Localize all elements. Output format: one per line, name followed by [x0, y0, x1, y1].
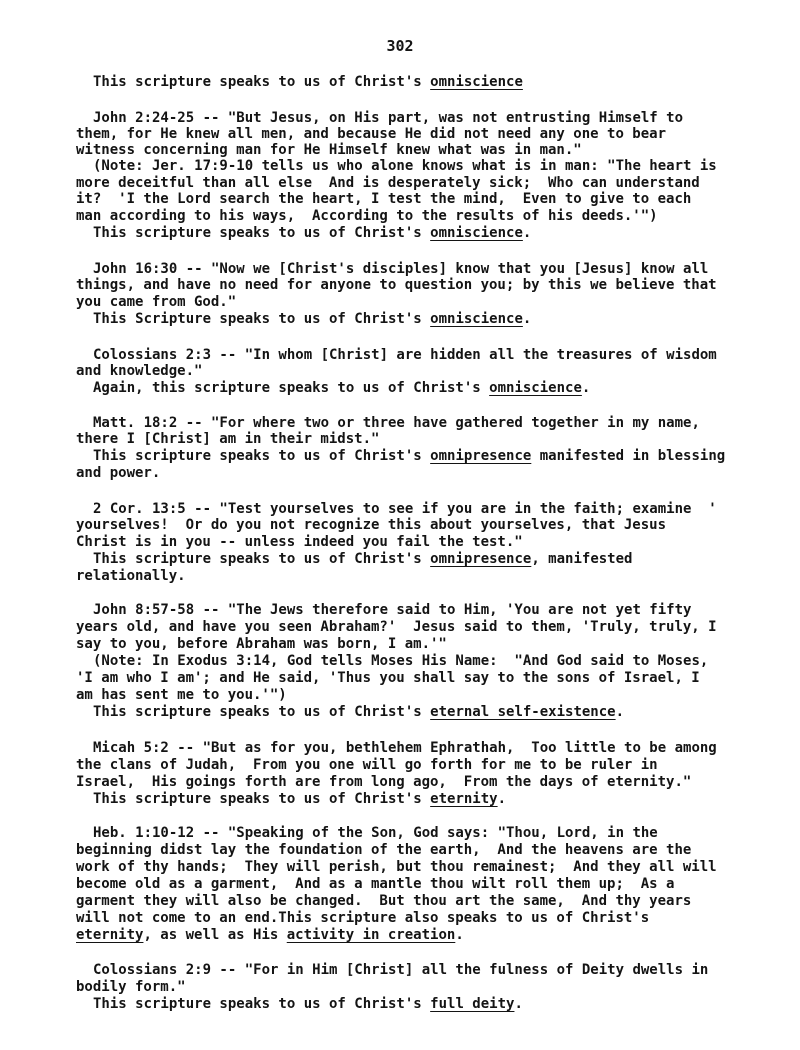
text-line [93, 653, 708, 670]
text-line [76, 927, 464, 944]
text-span: Colossians 2:3 -- "In whom [Christ] are hidden all the treasures of wisdom [93, 347, 717, 363]
underlined-term: eternity [430, 791, 498, 807]
text-span: yourselves! Or do you not recognize this about yourselves, that Jesus [76, 517, 667, 533]
text-line [76, 363, 202, 380]
text-line [93, 158, 717, 175]
text-line [93, 740, 717, 757]
text-line [76, 910, 649, 927]
text-line [76, 842, 691, 859]
text-span: This scripture speaks to us of Christ's [93, 448, 431, 464]
text-span: Heb. 1:10-12 -- "Speaking of the Son, God says: "Thou, Lord, in the [93, 825, 658, 841]
text-line [76, 859, 717, 876]
text-line [76, 774, 691, 791]
text-span: them, for He knew all men, and because He did not need any one to bear [76, 126, 667, 142]
text-span: am has sent me to you.'") [76, 687, 287, 703]
text-line [76, 619, 717, 636]
text-span: more deceitful than all else And is desperately sick; Who can understand [76, 175, 700, 191]
text-span: there I [Christ] am in their midst." [76, 431, 380, 447]
text-span: This scripture speaks to us of Christ's [93, 996, 431, 1012]
text-line [93, 704, 624, 721]
text-span: 2 Cor. 13:5 -- "Test yourselves to see if you are in the faith; examine ' [93, 501, 717, 517]
underlined-term: omniscience [489, 380, 582, 396]
text-span: 'I am who I am'; and He said, 'Thus you shall say to the sons of Israel, I [76, 670, 700, 686]
text-span: John 8:57-58 -- "The Jews therefore said to Him, 'You are not yet fifty [93, 602, 692, 618]
text-line [93, 347, 717, 364]
text-span: John 2:24-25 -- "But Jesus, on His part, was not entrusting Himself to [93, 110, 684, 126]
text-span: the clans of Judah, From you one will go forth for me to be ruler in [76, 757, 658, 773]
text-span: say to you, before Abraham was born, I am.'" [76, 636, 447, 652]
underlined-term: omnipresence [430, 448, 532, 464]
underlined-term: activity in creation [286, 927, 456, 943]
text-line [93, 602, 691, 619]
text-span: . [522, 311, 532, 327]
text-span: This scripture speaks to us of Christ's [93, 74, 431, 90]
text-line [76, 294, 236, 311]
text-line [93, 996, 523, 1013]
text-line [76, 277, 717, 294]
underlined-term: omnipresence [430, 551, 532, 567]
text-span: This scripture speaks to us of Christ's [93, 791, 431, 807]
text-span: beginning didst lay the foundation of the earth, And the heavens are the [76, 842, 692, 858]
text-line [76, 208, 658, 225]
text-span: This scripture speaks to us of Christ's [93, 704, 431, 720]
text-span: Christ is in you -- unless indeed you fail the test." [76, 534, 523, 550]
page-number: 302 [386, 37, 414, 55]
text-line [93, 110, 683, 127]
underlined-term: omniscience [430, 311, 523, 327]
text-span: , as well as His [143, 927, 287, 943]
text-span: , manifested [531, 551, 633, 567]
text-line [93, 261, 708, 278]
text-span: it? 'I the Lord search the heart, I test the mind, Even to give to each [76, 191, 692, 207]
text-line [76, 876, 674, 893]
text-line [76, 142, 582, 159]
text-line [76, 636, 447, 653]
underlined-term: omniscience [430, 225, 523, 241]
text-line [76, 757, 658, 774]
text-line [93, 501, 717, 518]
text-line [76, 175, 700, 192]
text-span: Micah 5:2 -- "But as for you, bethlehem Ephrathah, Too little to be among [93, 740, 717, 756]
text-line [93, 962, 708, 979]
text-line [76, 670, 700, 687]
text-span: and knowledge." [76, 363, 203, 379]
text-span: years old, and have you seen Abraham?' Jesus said to them, 'Truly, truly, I [76, 619, 717, 635]
text-span: Colossians 2:9 -- "For in Him [Christ] all the fulness of Deity dwells in [93, 962, 709, 978]
text-span: relationally. [76, 568, 186, 584]
text-span: (Note: Jer. 17:9-10 tells us who alone knows what is in man: "The heart is [93, 158, 717, 174]
text-span: . [615, 704, 625, 720]
text-span: This Scripture speaks to us of Christ's [93, 311, 431, 327]
text-line [76, 568, 186, 585]
text-span: bodily form." [76, 979, 186, 995]
text-span: Israel, His goings forth are from long ago, From the days of eternity." [76, 774, 692, 790]
text-span: Again, this scripture speaks to us of Christ's [93, 380, 490, 396]
text-span: will not come to an end.This scripture also speaks to us of Christ's [76, 910, 650, 926]
text-line [76, 534, 523, 551]
text-line [93, 380, 590, 397]
text-span: witness concerning man for He Himself knew what was in man." [76, 142, 582, 158]
text-line [76, 126, 666, 143]
underlined-term: eternal self-existence [430, 704, 616, 720]
underlined-term: full deity [430, 996, 515, 1012]
text-line [76, 517, 666, 534]
text-line [76, 687, 287, 704]
text-line [93, 551, 632, 568]
text-line [93, 415, 700, 432]
text-line [93, 448, 725, 465]
text-span: things, and have no need for anyone to question you; by this we believe that [76, 277, 717, 293]
text-span: man according to his ways, According to the results of his deeds.'") [76, 208, 658, 224]
text-span: . [455, 927, 464, 943]
text-line [76, 191, 691, 208]
text-span: Matt. 18:2 -- "For where two or three have gathered together in my name, [93, 415, 700, 431]
text-span: . [497, 791, 507, 807]
text-line [93, 825, 658, 842]
text-span: . [522, 225, 532, 241]
text-span: This scripture speaks to us of Christ's [93, 551, 431, 567]
text-line [76, 893, 691, 910]
text-span: (Note: In Exodus 3:14, God tells Moses His Name: "And God said to Moses, [93, 653, 709, 669]
text-line [76, 979, 186, 996]
text-span: . [514, 996, 523, 1012]
text-line [93, 791, 506, 808]
text-line [93, 74, 523, 91]
text-span: work of thy hands; They will perish, but thou remainest; And they all will [76, 859, 717, 875]
underlined-term: omniscience [430, 74, 523, 90]
text-span: This scripture speaks to us of Christ's [93, 225, 431, 241]
text-span: become old as a garment, And as a mantle thou wilt roll them up; As a [76, 876, 675, 892]
text-span: John 16:30 -- "Now we [Christ's disciples] know that you [Jesus] know all [93, 261, 709, 277]
text-span: you came from God." [76, 294, 237, 310]
text-line [93, 311, 531, 328]
text-span: and power. [76, 465, 161, 481]
underlined-term: eternity [76, 927, 144, 943]
text-line [93, 225, 531, 242]
text-span: manifested in blessing [531, 448, 726, 464]
text-span: . [581, 380, 591, 396]
text-line [76, 465, 160, 482]
text-span: garment they will also be changed. But thou art the same, And thy years [76, 893, 692, 909]
text-line [76, 431, 379, 448]
